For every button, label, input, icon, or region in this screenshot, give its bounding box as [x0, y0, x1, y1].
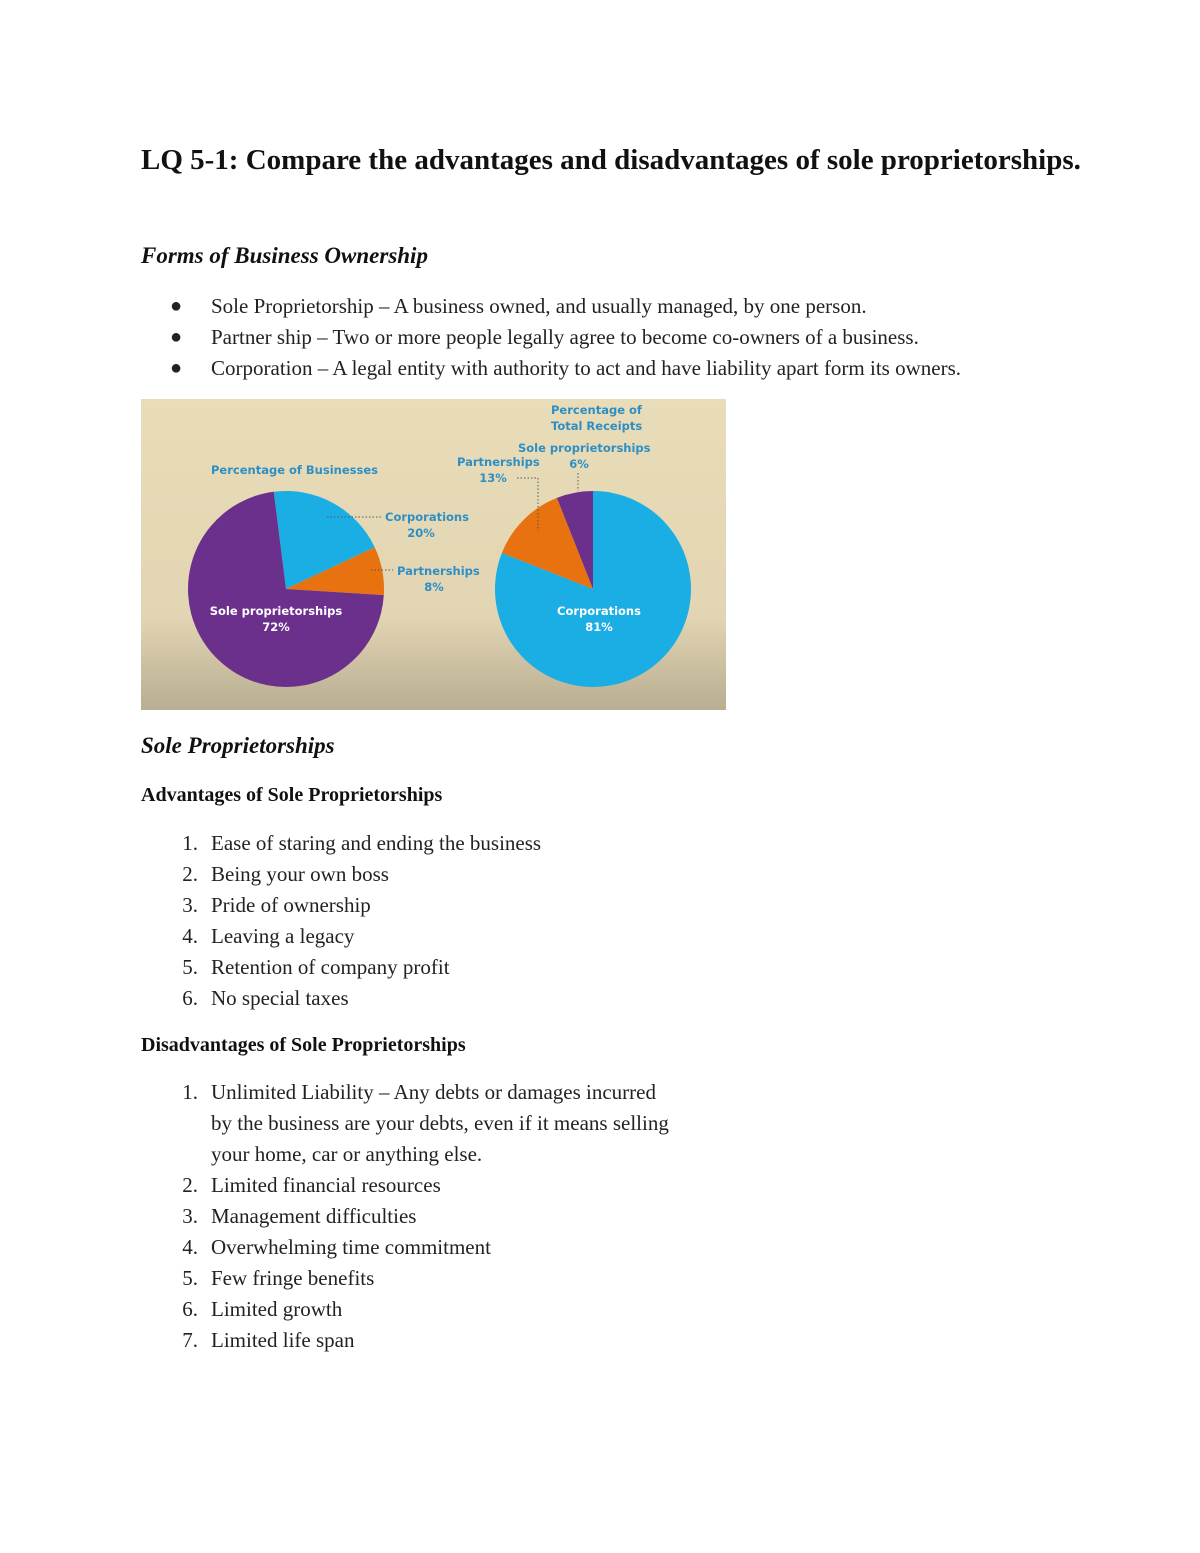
list-item-text: Pride of ownership: [211, 893, 371, 917]
forms-list: [0, 291, 961, 384]
list-item: [0, 322, 961, 353]
list-item: [0, 1325, 681, 1356]
chart-2-title-line-1: Percentage of: [551, 403, 642, 417]
disadvantages-list: [0, 1077, 681, 1356]
slice-label-partnerships-receipts: Partnerships: [457, 455, 540, 469]
list-item-text: Limited life span: [211, 1328, 355, 1352]
list-number: 5.: [182, 1266, 198, 1290]
list-number: 1.: [182, 831, 198, 855]
list-item: [0, 291, 961, 322]
list-item-text: Limited financial resources: [211, 1173, 441, 1197]
bullet-icon: ●: [170, 357, 183, 379]
list-number: 6.: [182, 986, 198, 1010]
slice-value-sole: 72%: [262, 620, 290, 634]
list-item: [0, 921, 541, 952]
list-item-text: Corporation – A legal entity with authority to act and have liability apart form its owners.: [211, 356, 962, 380]
list-item-text: Unlimited Liability – Any debts or damages incurred by the business are your debts, even if it means selling your home, car or anything else.: [211, 1080, 669, 1166]
slice-value-corporations-receipts: 81%: [585, 620, 613, 634]
forms-heading: Forms of Business Ownership: [141, 243, 428, 268]
pie-chart-receipts: [495, 491, 691, 687]
slice-label-partnerships: Partnerships: [397, 564, 480, 578]
slice-value-partnerships: 8%: [424, 580, 444, 594]
page-title: LQ 5-1: Compare the advantages and disadvantages of sole proprietorships.: [141, 144, 1081, 176]
pie-chart-businesses: [188, 491, 384, 687]
slice-label-corporations-receipts: Corporations: [557, 604, 641, 618]
list-item-text: Leaving a legacy: [211, 924, 355, 948]
list-item-text: Being your own boss: [211, 862, 389, 886]
bullet-icon: ●: [170, 326, 183, 348]
list-item-text: Management difficulties: [211, 1204, 417, 1228]
slice-value-partnerships-receipts: 13%: [479, 471, 507, 485]
slice-label-sole-receipts: Sole proprietorships: [518, 441, 651, 455]
list-number: 5.: [182, 955, 198, 979]
list-number: 1.: [182, 1080, 198, 1104]
list-item-text: Ease of staring and ending the business: [211, 831, 542, 855]
list-item: [0, 1077, 681, 1170]
list-item: [0, 1170, 681, 1201]
list-item: [0, 890, 541, 921]
chart-2-title-line-2: Total Receipts: [551, 419, 643, 433]
list-item-text: Retention of company profit: [211, 955, 450, 979]
slice-label-sole: Sole proprietorships: [209, 604, 343, 618]
list-item-text: Few fringe benefits: [211, 1266, 375, 1290]
list-item: [0, 859, 541, 890]
advantages-heading: Advantages of Sole Proprietorships: [141, 784, 443, 806]
list-item: [0, 353, 961, 384]
list-item-text: No special taxes: [211, 986, 349, 1010]
slice-value-sole-receipts: 6%: [569, 457, 589, 471]
list-item-text: Partner ship – Two or more people legally agree to become co-owners of a business.: [211, 325, 919, 349]
list-item: [0, 1294, 681, 1325]
list-item: [0, 828, 541, 859]
pie-chart-figure: [141, 399, 726, 710]
disadvantages-heading: Disadvantages of Sole Proprietorships: [141, 1034, 466, 1056]
list-item-text: Overwhelming time commitment: [211, 1235, 491, 1259]
list-number: 3.: [182, 893, 198, 917]
ownership-pie-charts: [141, 399, 726, 710]
list-item: [0, 1232, 681, 1263]
list-item: [0, 952, 541, 983]
bullet-icon: ●: [170, 295, 183, 317]
list-item: [0, 983, 541, 1014]
list-item-text: Sole Proprietorship – A business owned, and usually managed, by one person.: [211, 294, 867, 318]
list-number: 3.: [182, 1204, 198, 1228]
list-number: 6.: [182, 1297, 198, 1321]
sole-proprietorships-heading: Sole Proprietorships: [141, 733, 335, 758]
list-item: [0, 1201, 681, 1232]
list-number: 2.: [182, 862, 198, 886]
slice-value-corporations: 20%: [407, 526, 435, 540]
list-number: 7.: [182, 1328, 198, 1352]
list-number: 2.: [182, 1173, 198, 1197]
slice-label-corporations: Corporations: [385, 510, 469, 524]
advantages-list: [0, 828, 541, 1014]
list-item: [0, 1263, 681, 1294]
list-number: 4.: [182, 924, 198, 948]
chart-1-title: Percentage of Businesses: [211, 463, 378, 477]
list-number: 4.: [182, 1235, 198, 1259]
list-item-text: Limited growth: [211, 1297, 343, 1321]
